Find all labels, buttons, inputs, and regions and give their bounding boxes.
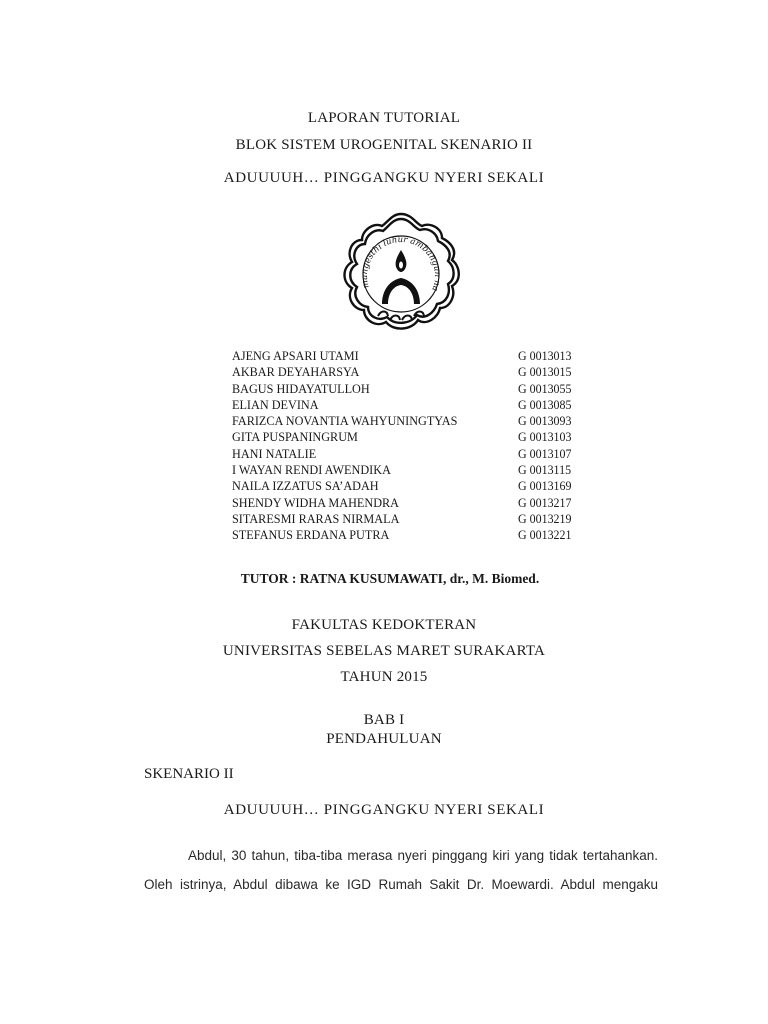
member-row bbox=[232, 381, 592, 397]
member-name: SITARESMI RARAS NIRMALA bbox=[232, 510, 400, 526]
member-nim: G 0013115 bbox=[518, 462, 572, 478]
member-nim: G 0013169 bbox=[518, 478, 572, 494]
member-nim: G 0013093 bbox=[518, 413, 572, 429]
member-row bbox=[232, 446, 592, 462]
member-list bbox=[232, 348, 592, 544]
member-name: I WAYAN RENDI AWENDIKA bbox=[232, 462, 391, 478]
tutor-label: TUTOR : bbox=[240, 571, 297, 586]
member-nim: G 0013015 bbox=[518, 364, 572, 380]
member-row bbox=[232, 478, 592, 494]
paragraph-line bbox=[144, 877, 658, 892]
member-row bbox=[232, 462, 592, 478]
scenario-subtitle: ADUUUUH… PINGGANGKU NYERI SEKALI bbox=[223, 802, 545, 818]
member-row bbox=[232, 495, 592, 511]
university-name: UNIVERSITAS SEBELAS MARET SURAKARTA bbox=[222, 643, 546, 659]
member-row bbox=[232, 527, 592, 543]
member-row bbox=[232, 511, 592, 527]
member-name: AKBAR DEYAHARSYA bbox=[232, 364, 360, 380]
paragraph-line bbox=[188, 848, 658, 863]
member-nim: G 0013103 bbox=[518, 429, 572, 445]
member-row bbox=[232, 429, 592, 445]
member-nim: G 0013219 bbox=[518, 510, 572, 526]
member-name: SHENDY WIDHA MAHENDRA bbox=[232, 494, 400, 510]
member-row bbox=[232, 364, 592, 380]
paragraph-text-1: Abdul, 30 tahun, tiba-tiba merasa nyeri pinggang kiri yang tidak tertahankan. bbox=[188, 848, 658, 863]
scenario-heading: SKENARIO II bbox=[144, 766, 234, 782]
scenario-title: ADUUUUH… PINGGANGKU NYERI SEKALI bbox=[223, 170, 545, 186]
member-nim: G 0013107 bbox=[518, 445, 572, 461]
tutor-line bbox=[6, 571, 768, 587]
member-name: FARIZCA NOVANTIA WAHYUNINGTYAS bbox=[232, 413, 458, 429]
member-nim: G 0013085 bbox=[518, 396, 572, 412]
member-nim: G 0013221 bbox=[518, 527, 572, 543]
year-label: TAHUN 2015 bbox=[340, 669, 428, 685]
member-row bbox=[232, 397, 592, 413]
svg-text:mangesthi luhur ambangun nagar: mangesthi luhur ambangun na bbox=[359, 234, 443, 293]
tutor-name: RATNA KUSUMAWATI, dr., M. Biomed. bbox=[299, 571, 540, 586]
chapter-title: PENDAHULUAN bbox=[326, 731, 442, 747]
member-name: GITA PUSPANINGRUM bbox=[232, 429, 358, 445]
member-name: AJENG APSARI UTAMI bbox=[232, 348, 359, 363]
chapter-number: BAB I bbox=[363, 712, 405, 728]
member-name: NAILA IZZATUS SA’ADAH bbox=[232, 478, 379, 494]
member-nim: G 0013013 bbox=[518, 348, 572, 363]
member-nim: G 0013217 bbox=[518, 494, 572, 510]
member-name: BAGUS HIDAYATULLOH bbox=[232, 380, 370, 396]
faculty-name: FAKULTAS KEDOKTERAN bbox=[291, 617, 477, 633]
member-name: ELIAN DEVINA bbox=[232, 396, 319, 412]
report-title: LAPORAN TUTORIAL bbox=[307, 110, 461, 126]
member-name: HANI NATALIE bbox=[232, 445, 317, 461]
paragraph-text-2: Oleh istrinya, Abdul dibawa ke IGD Rumah Sakit Dr. Moewardi. Abdul mengaku bbox=[144, 877, 658, 892]
university-emblem-icon bbox=[334, 208, 468, 342]
member-nim: G 0013055 bbox=[518, 380, 572, 396]
member-name: STEFANUS ERDANA PUTRA bbox=[232, 527, 390, 543]
member-row bbox=[232, 348, 592, 364]
member-row bbox=[232, 413, 592, 429]
block-title: BLOK SISTEM UROGENITAL SKENARIO II bbox=[235, 137, 533, 153]
